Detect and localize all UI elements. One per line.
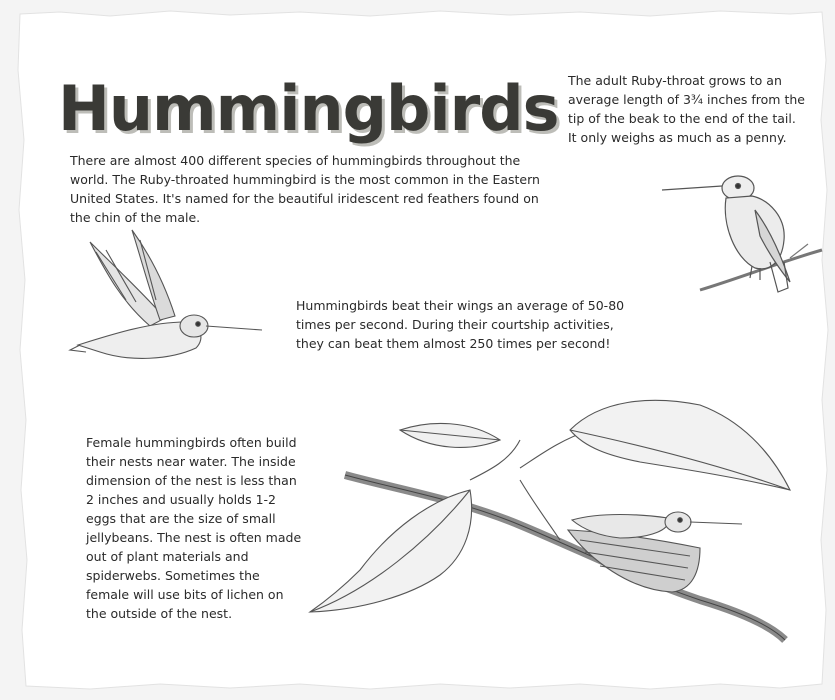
wing-beats-paragraph: Hummingbirds beat their wings an average of 50-80 times per second. During their courtship activities, they can beat them almost 250 times per second!: [296, 298, 625, 351]
page-title: Hummingbirds: [58, 71, 559, 145]
nests-paragraph: Female hummingbirds often build their nests near water. The inside dimension of the nest is less than 2 inches and usually holds 1-2 eggs that are the size of small jellybeans. The nest is often made out of plant materials and spiderwebs. Sometimes the female will use bits of lichen on the outside of the nest.: [86, 435, 302, 621]
intro-paragraph: There are almost 400 different species of hummingbirds throughout the world. The Ruby-throated hummingbird is the most common in the Eastern United States. It's named for the beautiful iridescent red feathers found on the chin of the male.: [70, 153, 540, 225]
adult-size-paragraph: The adult Ruby-throat grows to an average length of 3¾ inches from the tip of the beak to the end of the tail. It only weighs as much as a penny.: [568, 73, 805, 145]
